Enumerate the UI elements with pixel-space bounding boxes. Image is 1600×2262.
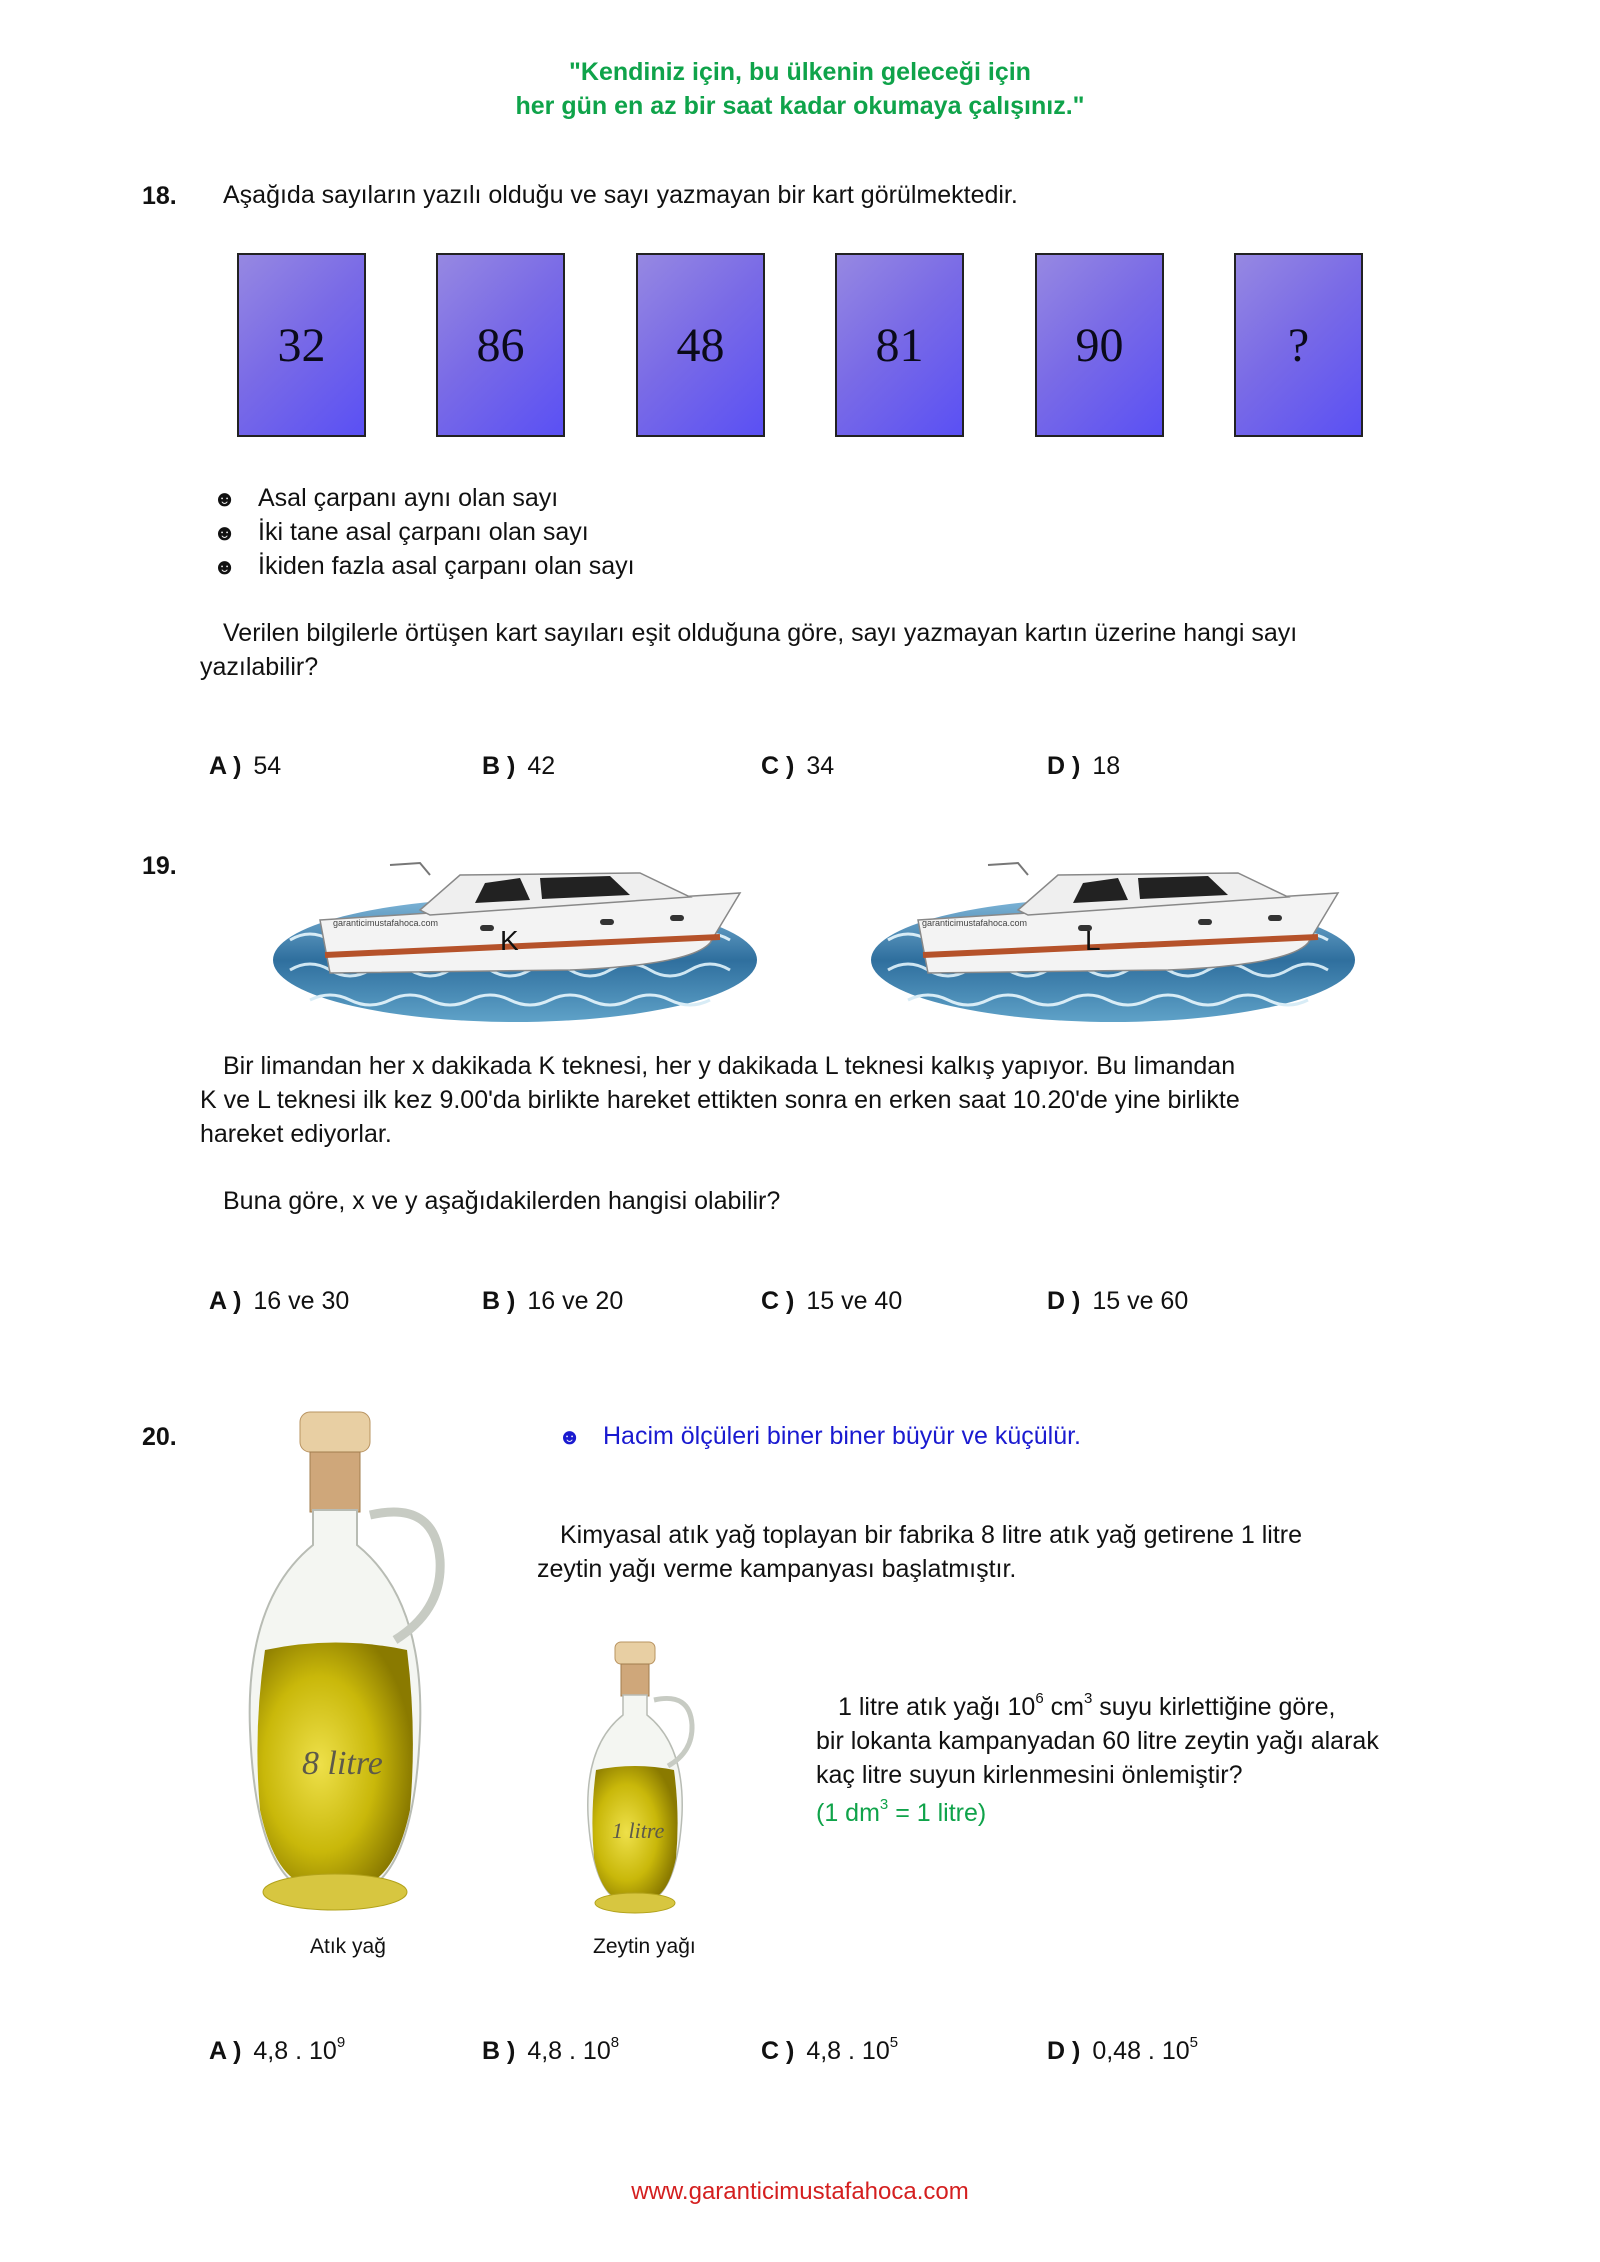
option-value: 15 ve 60: [1092, 1287, 1189, 1315]
option-value: 4,8 . 10: [253, 2037, 337, 2065]
olive-oil-bottle-illustration: [580, 1640, 700, 1920]
option-label: D ): [1047, 2037, 1081, 2065]
exponent: 6: [1035, 1690, 1044, 1707]
exponent: 9: [336, 2034, 346, 2051]
oil-bottle-icon: [235, 1410, 455, 1920]
header-quote-line-2: her gün en az bir saat kadar okumaya çalışınız.": [515, 92, 1085, 120]
olive-oil-caption: Zeytin yağı: [593, 1935, 696, 1958]
option-value: 18: [1092, 752, 1121, 780]
unit-note: [816, 1796, 986, 1830]
bullet-item: [213, 552, 635, 581]
question-20-text-line-1: Kimyasal atık yağ toplayan bir fabrika 8 litre atık yağ getirene 1 litre: [560, 1521, 1303, 1549]
bullet-text: İkiden fazla asal çarpanı olan sayı: [258, 552, 635, 580]
oil-bottle-icon: [580, 1640, 700, 1920]
hint-line: [558, 1422, 1081, 1451]
bullet-item: [213, 484, 558, 513]
question-18-intro: Aşağıda sayıların yazılı olduğu ve sayı yazmayan bir kart görülmektedir.: [223, 181, 1018, 209]
hint-text: Hacim ölçüleri biner biner büyür ve küçülür.: [603, 1422, 1081, 1450]
option-label: C ): [761, 2037, 795, 2065]
boat-l-illustration: [868, 845, 1358, 1030]
answer-option-c[interactable]: [761, 1287, 902, 1316]
boat-on-waves-icon: [868, 845, 1358, 1030]
option-value: 34: [806, 752, 835, 780]
question-18-text-line-1: Verilen bilgilerle örtüşen kart sayıları eşit olduğuna göre, sayı yazmayan kartın üzerine hangi sayı: [223, 619, 1298, 647]
waste-oil-caption: Atık yağ: [310, 1935, 386, 1958]
question-20-q-line-1: [838, 1690, 1335, 1724]
text-part: = 1 litre): [888, 1799, 987, 1827]
small-bottle-label: 1 litre: [612, 1818, 665, 1843]
bullet-item: [213, 518, 589, 547]
watermark-text: garanticimustafahoca.com: [333, 918, 439, 928]
answer-option-c[interactable]: [761, 2034, 899, 2066]
boat-k-letter: K: [500, 925, 519, 956]
question-20-q-line-3: kaç litre suyun kirlenmesini önlemiştir?: [816, 1761, 1243, 1789]
option-value: 4,8 . 10: [806, 2037, 890, 2065]
option-label: A ): [209, 2037, 242, 2065]
smiley-bullet-icon: ☻: [558, 1424, 582, 1449]
option-label: B ): [482, 1287, 516, 1315]
text-part: 1 litre atık yağı 10: [838, 1693, 1036, 1721]
number-card: 81: [835, 253, 964, 437]
option-label: A ): [209, 752, 242, 780]
answer-option-a[interactable]: [209, 2034, 346, 2066]
blank-card: ?: [1234, 253, 1363, 437]
question-19-number: 19.: [142, 852, 177, 880]
question-19-text-line-1: Bir limandan her x dakikada K teknesi, her y dakikada L teknesi kalkış yapıyor. Bu limandan: [223, 1052, 1236, 1080]
option-label: C ): [761, 752, 795, 780]
text-part: suyu kirlettiğine göre,: [1092, 1693, 1336, 1721]
bullet-text: İki tane asal çarpanı olan sayı: [258, 518, 589, 546]
option-label: D ): [1047, 752, 1081, 780]
number-card: 90: [1035, 253, 1164, 437]
answer-option-d[interactable]: [1047, 752, 1120, 781]
answer-option-c[interactable]: [761, 752, 834, 781]
option-value: 4,8 . 10: [527, 2037, 611, 2065]
option-value: 16 ve 30: [253, 1287, 350, 1315]
question-19-text-line-2: K ve L teknesi ilk kez 9.00'da birlikte hareket ettikten sonra en erken saat 10.20'de yine birlikte: [200, 1086, 1240, 1114]
bullet-text: Asal çarpanı aynı olan sayı: [258, 484, 559, 512]
big-bottle-label: 8 litre: [302, 1745, 383, 1782]
option-value: 15 ve 40: [806, 1287, 903, 1315]
exponent: 5: [889, 2034, 899, 2051]
option-label: D ): [1047, 1287, 1081, 1315]
watermark-text: garanticimustafahoca.com: [922, 918, 1028, 928]
answer-option-b[interactable]: [482, 2034, 620, 2066]
answer-option-b[interactable]: [482, 752, 555, 781]
question-19-text-line-3: hareket ediyorlar.: [200, 1120, 392, 1148]
boat-l-letter: L: [1085, 925, 1101, 956]
smiley-bullet-icon: ☻: [213, 554, 237, 579]
number-card: 86: [436, 253, 565, 437]
exponent: 3: [1083, 1690, 1093, 1707]
question-20-text-line-2: zeytin yağı verme kampanyası başlatmıştır.: [537, 1555, 1017, 1583]
question-20-q-line-2: bir lokanta kampanyadan 60 litre zeytin yağı alarak: [816, 1727, 1379, 1755]
number-card: 32: [237, 253, 366, 437]
exponent: 5: [1189, 2034, 1198, 2051]
number-card: 48: [636, 253, 765, 437]
question-20-number: 20.: [142, 1423, 177, 1451]
answer-option-d[interactable]: [1047, 1287, 1188, 1316]
option-value: 42: [527, 752, 556, 780]
question-18-number: 18.: [142, 182, 177, 210]
exponent: 3: [879, 1796, 889, 1813]
text-part: (1 dm: [816, 1799, 880, 1827]
option-label: B ): [482, 752, 516, 780]
option-value: 16 ve 20: [527, 1287, 624, 1315]
answer-option-a[interactable]: [209, 752, 281, 781]
answer-option-a[interactable]: [209, 1287, 349, 1316]
option-value: 0,48 . 10: [1092, 2037, 1190, 2065]
answer-option-b[interactable]: [482, 1287, 623, 1316]
smiley-bullet-icon: ☻: [213, 486, 237, 511]
header-quote-line-1: "Kendiniz için, bu ülkenin geleceği için: [569, 58, 1031, 86]
option-label: A ): [209, 1287, 242, 1315]
option-label: C ): [761, 1287, 795, 1315]
question-19-question: Buna göre, x ve y aşağıdakilerden hangisi olabilir?: [223, 1187, 781, 1215]
footer-website-link[interactable]: www.garanticimustafahoca.com: [631, 2178, 969, 2205]
option-value: 54: [253, 752, 282, 780]
option-label: B ): [482, 2037, 516, 2065]
answer-option-d[interactable]: [1047, 2034, 1198, 2066]
question-18-text-line-2: yazılabilir?: [200, 653, 319, 681]
smiley-bullet-icon: ☻: [213, 520, 237, 545]
waste-oil-bottle-illustration: [235, 1410, 455, 1920]
exponent: 8: [610, 2034, 620, 2051]
text-part: cm: [1043, 1693, 1084, 1721]
